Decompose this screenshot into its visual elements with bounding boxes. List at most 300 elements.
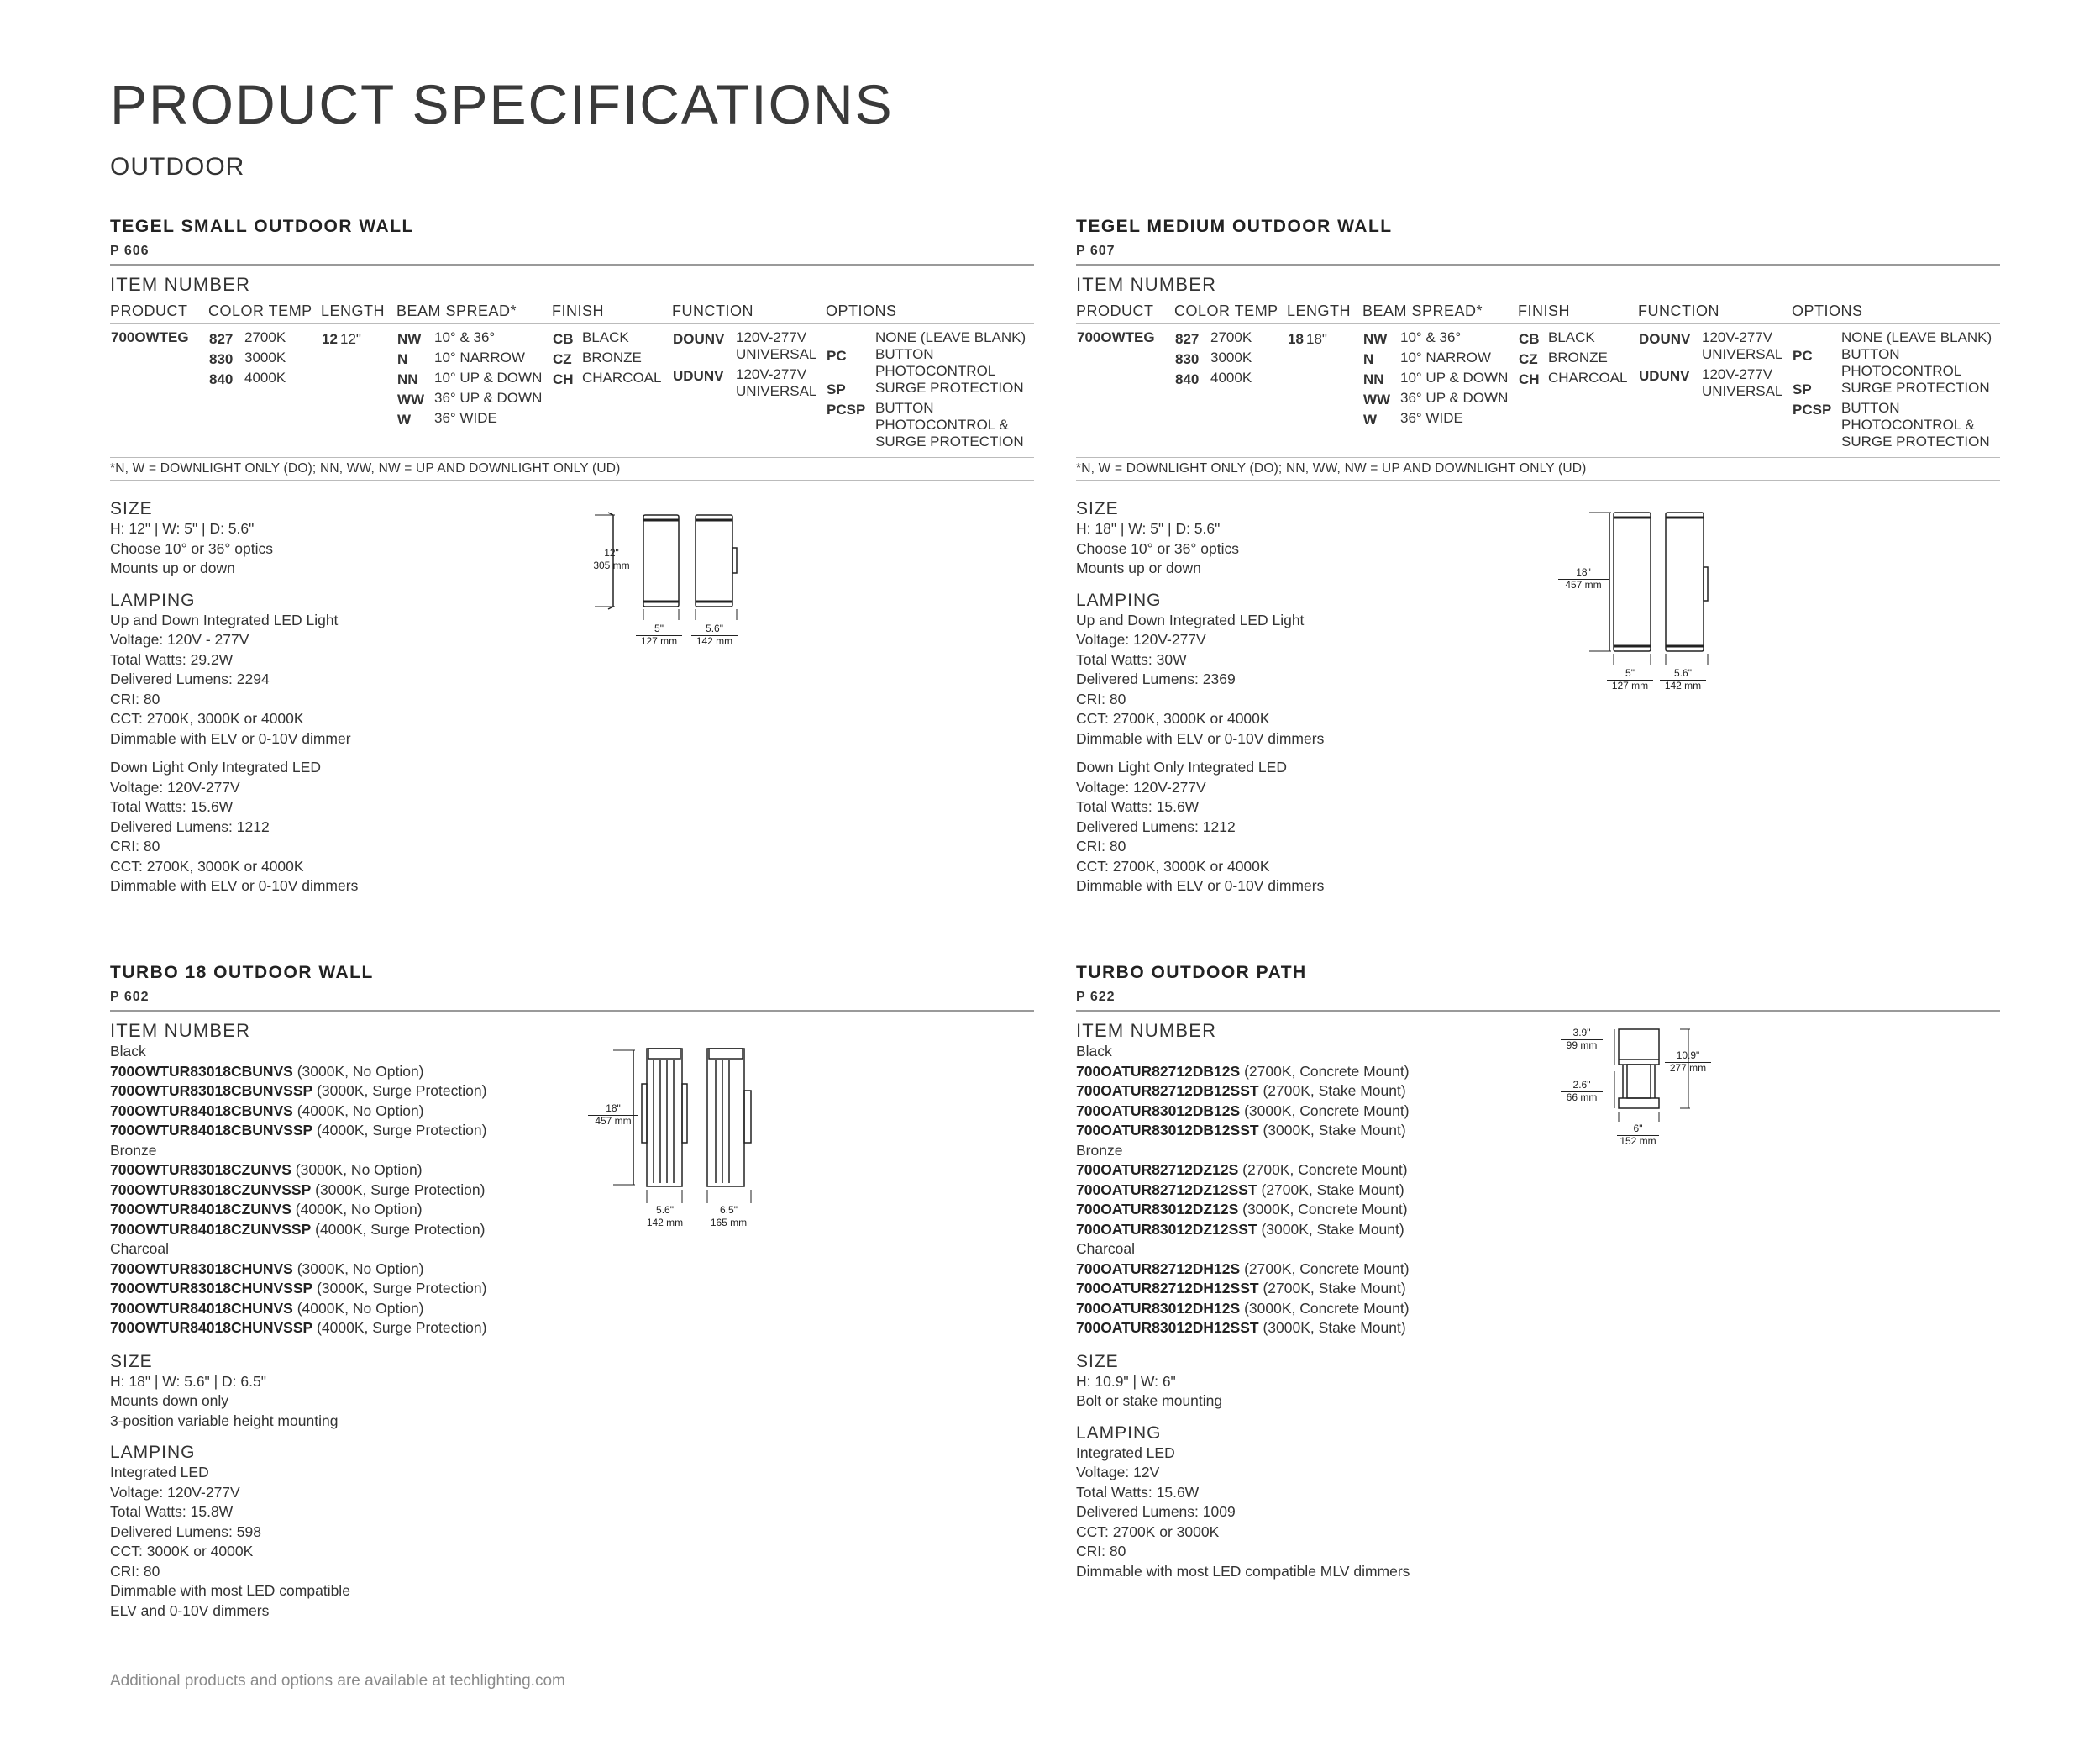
lamping-text [1076,1443,2000,1582]
spec-label: 120V-277V UNIVERSAL [736,329,817,362]
spec-list-item [1639,366,1791,400]
item-number-row [110,1180,1034,1201]
text-line: Delivered Lumens: 598 [110,1522,261,1540]
width-dimension: 5.6" 142 mm [642,1205,688,1228]
item-sku: 700OWTUR84018CZUNVSSP [110,1220,312,1238]
text-line: Voltage: 12V [1076,1464,1160,1480]
lamping-heading: LAMPING [1076,590,1162,610]
item-note: (2700K, Concrete Mount) [1244,1062,1410,1080]
item-number-row [110,1121,1034,1141]
spec-label: 10° & 36° [434,329,496,345]
size-text [110,1372,1034,1432]
spec-code: DOUNV [1639,331,1691,347]
item-number-heading: ITEM NUMBER [110,274,251,295]
section-turbo-path [1076,963,2000,1581]
spec-code: PCSP [827,402,866,418]
finish-list [1518,324,1638,456]
lamping-text-updown [110,611,580,749]
width-dimension: 6" 152 mm [1617,1123,1659,1147]
spec-list-item [1793,400,1999,450]
spec-label: 4000K [1210,370,1252,386]
text-line: CRI: 80 [110,1562,160,1580]
item-number-row [1076,1200,2000,1220]
item-number-row [110,1318,1034,1338]
item-note: (4000K, Surge Protection) [317,1122,487,1138]
size-text [1076,519,1546,579]
spec-label: CHARCOAL [582,370,662,386]
spec-code: 827 [209,331,234,347]
spec-code: CZ [1519,351,1538,367]
height-dimension: 18" 457 mm [588,1103,638,1127]
spec-code: N [397,351,408,367]
spec-list-item [827,329,1033,346]
item-number-row [110,1081,1034,1102]
text-line: CRI: 80 [1076,1543,1126,1559]
section-title: TEGEL SMALL OUTDOOR WALL [110,217,414,236]
item-sku: 700OWTUR84018CBUNVSSP [110,1122,313,1138]
spec-code: W [1363,412,1378,428]
spec-label: BLACK [582,329,629,345]
item-note: (2700K, Concrete Mount) [1242,1161,1408,1178]
text-line: Integrated LED [110,1464,209,1480]
lamping-text-updown [1076,611,1546,749]
text-line: CCT: 2700K, 3000K or 4000K [1076,710,1270,727]
text-line: ELV and 0-10V dimmers [110,1601,270,1619]
spec-list-item [827,380,1033,400]
spec-code: WW [397,392,425,408]
spec-list-item [827,400,1033,450]
item-number-row [1076,1259,2000,1280]
col-finish: FINISH [1518,301,1638,324]
text-line: Total Watts: 29.2W [110,650,234,668]
finish-group-label: Black [110,1043,146,1060]
item-note: (3000K, Surge Protection) [315,1180,486,1198]
item-sku: 700OATUR83012DZ12SST [1076,1220,1257,1238]
spec-code: 830 [1175,351,1200,367]
spec-code: N [1363,351,1374,367]
spec-list-item [1363,329,1517,350]
item-number-row [110,1200,1034,1220]
item-number-row [110,1102,1034,1122]
footnote: *N, W = DOWNLIGHT ONLY (DO); NN, WW, NW = UP AND DOWNLIGHT ONLY (UD) [1076,457,2000,481]
col-function: FUNCTION [672,301,826,324]
item-note: (3000K, No Option) [295,1161,423,1178]
size-heading: SIZE [1076,1351,1119,1371]
spec-list-item [1363,350,1517,370]
spec-label: NONE (LEAVE BLANK) [1841,329,1992,345]
col-options: OPTIONS [826,301,1034,324]
footer-note: Additional products and options are available at techlighting.com [110,1672,565,1690]
spec-label: SURGE PROTECTION [875,380,1024,396]
section-code: P 622 [1076,990,1116,1004]
function-list [1638,324,1792,456]
item-sku: 700OATUR82712DB12S [1076,1062,1241,1080]
text-line: Down Light Only Integrated LED [110,759,321,776]
text-line: Mounts up or down [1076,560,1201,576]
divider [110,1010,1034,1012]
text-line: Dimmable with most LED compatible [110,1582,350,1599]
spec-list-item [553,350,671,370]
spec-list-item [1363,410,1517,430]
beam-spread-list [1362,324,1518,456]
top-dimension: 3.9" 99 mm [1561,1028,1603,1051]
item-sku: 700OATUR82712DZ12SST [1076,1180,1257,1198]
text-line: Total Watts: 15.8W [110,1503,234,1520]
spec-list-item [553,370,671,390]
spec-list-item [397,350,551,370]
finish-group-label: Charcoal [1076,1240,1136,1257]
spec-list-item [209,329,320,350]
spec-list-item [553,329,671,350]
item-number-row [1076,1102,2000,1122]
spec-code [827,329,875,346]
spec-list-item [1363,390,1517,410]
text-line: Delivered Lumens: 2369 [1076,670,1236,687]
spec-code [1793,329,1841,346]
finish-group-label: Bronze [1076,1141,1123,1159]
item-sku: 700OWTUR83018CBUNVS [110,1062,293,1080]
text-line: CRI: 80 [1076,690,1126,707]
spec-label: 36° UP & DOWN [434,390,543,406]
divider [1076,264,2000,266]
item-sku: 700OWTUR84018CZUNVS [110,1201,291,1217]
spec-code: CH [553,371,574,387]
spec-list-item [1363,370,1517,390]
spec-label: 10° UP & DOWN [1400,370,1509,386]
item-number-heading: ITEM NUMBER [110,1020,251,1041]
item-sku: 700OWTUR83018CZUNVSSP [110,1180,312,1198]
beam-spread-list [396,324,552,456]
item-sku: 700OWTUR83018CHUNVSSP [110,1280,313,1296]
spec-code: WW [1363,392,1391,408]
spec-label: 2700K [1210,329,1252,345]
item-number-row [110,1220,1034,1240]
col-color-temp: COLOR TEMP [1174,301,1287,324]
spec-label: BLACK [1548,329,1595,345]
spec-label: 120V-277V UNIVERSAL [1702,366,1783,399]
item-note: (4000K, No Option) [297,1299,424,1317]
lamping-text-downlight [110,758,580,897]
spec-label: BUTTON PHOTOCONTROL [875,346,996,379]
product-code: 700OWTEG [1077,329,1155,345]
item-sku: 700OATUR82712DB12SST [1076,1082,1259,1099]
item-number-list [1076,1042,2000,1338]
text-line: Voltage: 120V - 277V [110,631,249,648]
item-sku: 700OATUR83012DH12SST [1076,1319,1259,1336]
spec-code: CB [553,331,574,347]
section-title: TEGEL MEDIUM OUTDOOR WALL [1076,217,1393,236]
item-note: (3000K, Concrete Mount) [1244,1299,1410,1317]
item-number-heading: ITEM NUMBER [1076,1020,1217,1041]
item-sku: 700OATUR83012DB12S [1076,1102,1241,1119]
spec-code: NW [1363,331,1388,347]
spec-label: 36° UP & DOWN [1400,390,1509,406]
text-line: Mounts down only [110,1392,229,1409]
size-heading: SIZE [110,499,153,518]
spec-list-item [1639,329,1791,363]
length-label: 12" [340,331,361,347]
text-line: Delivered Lumens: 1009 [1076,1503,1236,1520]
col-product: PRODUCT [1076,301,1174,324]
text-line: Bolt or stake mounting [1076,1392,1223,1409]
spec-label: BUTTON PHOTOCONTROL & SURGE PROTECTION [875,400,1024,450]
lamping-heading: LAMPING [110,1443,196,1462]
options-list [1792,324,2000,456]
spec-label: 10° & 36° [1400,329,1462,345]
col-options: OPTIONS [1792,301,2000,324]
product-code: 700OWTEG [111,329,189,345]
section-tegel-small [110,217,1034,897]
divider [1076,1010,2000,1012]
item-note: (3000K, Surge Protection) [317,1280,487,1296]
spec-label: BRONZE [1548,350,1608,365]
text-line: Voltage: 120V-277V [1076,778,1206,796]
text-line: Dimmable with ELV or 0-10V dimmers [1076,729,1325,747]
spec-code: CB [1519,331,1540,347]
item-sku: 700OATUR83012DZ12S [1076,1201,1239,1217]
lamping-text-downlight [1076,758,1546,897]
text-line: Up and Down Integrated LED Light [110,611,339,628]
item-number-row [110,1062,1034,1082]
item-note: (3000K, Stake Mount) [1263,1122,1406,1138]
text-line: 3-position variable height mounting [110,1412,339,1429]
item-note: (3000K, Concrete Mount) [1242,1201,1408,1217]
spec-list-item [1175,370,1286,390]
col-length: LENGTH [321,301,396,324]
height-dimension: 10.9" 277 mm [1665,1050,1711,1074]
function-list [672,324,826,456]
item-note: (3000K, Concrete Mount) [1244,1102,1410,1119]
item-number-list [110,1042,1034,1338]
col-color-temp: COLOR TEMP [208,301,321,324]
text-line: H: 12" | W: 5" | D: 5.6" [110,520,255,537]
spec-code: PCSP [1793,402,1832,418]
spec-code: CH [1519,371,1540,387]
item-sku: 700OWTUR83018CBUNVSSP [110,1082,313,1099]
col-beam-spread: BEAM SPREAD* [396,301,552,324]
color-temp-list [1174,324,1287,456]
section-code: P 606 [110,244,150,258]
item-note: (4000K, Surge Protection) [315,1220,486,1238]
size-heading: SIZE [1076,499,1119,518]
text-line: CRI: 80 [110,690,160,707]
item-number-row [110,1259,1034,1280]
spec-list-item [209,370,320,390]
spec-code: PC [827,348,847,364]
spec-label: 3000K [1210,350,1252,365]
finish-list [552,324,672,456]
item-number-row [110,1160,1034,1180]
mid-dimension: 2.6" 66 mm [1561,1080,1603,1103]
lamping-text [110,1463,1034,1621]
item-note: (3000K, Surge Protection) [317,1082,487,1099]
col-product: PRODUCT [110,301,208,324]
text-line: Delivered Lumens: 1212 [110,818,270,835]
spec-list-item [1519,350,1637,370]
text-line: Dimmable with ELV or 0-10V dimmers [110,877,359,894]
item-sku: 700OWTUR84018CBUNVS [110,1102,293,1119]
text-line: H: 18" | W: 5" | D: 5.6" [1076,520,1221,537]
spec-label: 120V-277V UNIVERSAL [736,366,817,399]
spec-list-item [1519,329,1637,350]
text-line: Total Watts: 15.6W [1076,798,1200,815]
spec-code: 827 [1175,331,1200,347]
spec-code: NW [397,331,422,347]
spec-label: 10° NARROW [434,350,525,365]
text-line: Delivered Lumens: 2294 [110,670,270,687]
item-number-row [1076,1299,2000,1319]
spec-label: 10° NARROW [1400,350,1491,365]
lamping-heading: LAMPING [1076,1422,1162,1443]
text-line: Dimmable with most LED compatible MLV dimmers [1076,1562,1410,1580]
width-dimension: 5" 127 mm [1607,668,1653,691]
spec-label: 4000K [244,370,286,386]
spec-list-item [827,346,1033,380]
item-number-row [1076,1318,2000,1338]
lamping-heading: LAMPING [110,590,196,610]
section-title: TURBO 18 OUTDOOR WALL [110,963,374,982]
spec-label: CHARCOAL [1548,370,1628,386]
item-number-row [1076,1220,2000,1240]
text-line: Voltage: 120V-277V [110,778,240,796]
spec-list-item [1793,346,1999,380]
spec-list-item [397,370,551,390]
spec-code: 830 [209,351,234,367]
text-line: Delivered Lumens: 1212 [1076,818,1236,835]
item-note: (2700K, Stake Mount) [1263,1082,1406,1099]
text-line: Total Watts: 15.6W [110,798,234,815]
text-line: CCT: 2700K or 3000K [1076,1522,1220,1540]
item-note: (4000K, No Option) [295,1201,423,1217]
spec-list-item [1519,370,1637,390]
text-line: H: 18" | W: 5.6" | D: 6.5" [110,1372,266,1390]
depth-dimension: 6.5" 165 mm [706,1205,752,1228]
item-note: (3000K, No Option) [297,1259,424,1277]
text-line: Total Watts: 30W [1076,650,1187,668]
col-length: LENGTH [1287,301,1362,324]
spec-code: UDUNV [1639,368,1690,384]
spec-list-item [673,366,825,400]
col-beam-spread: BEAM SPREAD* [1362,301,1518,324]
item-note: (3000K, Stake Mount) [1263,1319,1406,1336]
col-function: FUNCTION [1638,301,1792,324]
spec-list-item [1793,329,1999,346]
finish-group-label: Charcoal [110,1240,170,1257]
item-sku: 700OATUR82712DZ12S [1076,1161,1239,1178]
text-line: CCT: 3000K or 4000K [110,1543,254,1559]
section-turbo-18 [110,963,1034,1621]
text-line: Dimmable with ELV or 0-10V dimmers [1076,877,1325,894]
size-text [1076,1372,2000,1412]
options-list [826,324,1034,456]
item-number-row [1076,1121,2000,1141]
text-line: Dimmable with ELV or 0-10V dimmer [110,729,351,747]
section-code: P 602 [110,990,150,1004]
text-line: CCT: 2700K, 3000K or 4000K [110,710,304,727]
section-tegel-medium [1076,217,2000,897]
spec-label: BUTTON PHOTOCONTROL [1841,346,1962,379]
item-number-row [1076,1062,2000,1082]
col-finish: FINISH [552,301,672,324]
color-temp-list [208,324,321,456]
item-sku: 700OATUR83012DH12S [1076,1299,1241,1317]
text-line: Voltage: 120V-277V [110,1483,240,1501]
item-note: (2700K, Stake Mount) [1263,1280,1406,1296]
spec-code: W [397,412,412,428]
item-note: (2700K, Stake Mount) [1261,1180,1404,1198]
text-line: CRI: 80 [110,838,160,854]
item-number-row [1076,1160,2000,1180]
spec-label: BUTTON PHOTOCONTROL & SURGE PROTECTION [1841,400,1990,450]
text-line: CRI: 80 [1076,838,1126,854]
spec-label: 10° UP & DOWN [434,370,543,386]
spec-label: 2700K [244,329,286,345]
section-title: TURBO OUTDOOR PATH [1076,963,1307,982]
text-line: Down Light Only Integrated LED [1076,759,1287,776]
divider [110,264,1034,266]
text-line: Voltage: 120V-277V [1076,631,1206,648]
item-sku: 700OWTUR83018CZUNVS [110,1161,291,1178]
finish-group-label: Bronze [110,1141,157,1159]
item-sku: 700OATUR82712DH12S [1076,1259,1241,1277]
section-code: P 607 [1076,244,1116,258]
size-text [110,519,580,579]
spec-label: NONE (LEAVE BLANK) [875,329,1026,345]
length-code: 18 [1288,331,1304,347]
width-dimension: 5" 127 mm [636,623,682,647]
spec-code: PC [1793,348,1813,364]
spec-label: 3000K [244,350,286,365]
spec-code: DOUNV [673,331,725,347]
footnote: *N, W = DOWNLIGHT ONLY (DO); NN, WW, NW = UP AND DOWNLIGHT ONLY (UD) [110,457,1034,481]
item-number-row [110,1279,1034,1299]
spec-list-item [1793,380,1999,400]
text-line: Mounts up or down [110,560,235,576]
text-line: Integrated LED [1076,1443,1175,1461]
spec-code: CZ [553,351,572,367]
height-dimension: 18" 457 mm [1558,567,1609,591]
text-line: Choose 10° or 36° optics [1076,539,1239,557]
spec-label: BRONZE [582,350,642,365]
page-title: PRODUCT SPECIFICATIONS [110,73,894,135]
page-subtitle: OUTDOOR [110,153,245,181]
length-label: 18" [1306,331,1327,347]
item-sku: 700OWTUR84018CHUNVSSP [110,1319,313,1336]
item-note: (2700K, Concrete Mount) [1244,1259,1410,1277]
finish-group-label: Black [1076,1043,1112,1060]
spec-table [1076,301,2000,455]
spec-list-item [397,329,551,350]
item-number-heading: ITEM NUMBER [1076,274,1217,295]
size-heading: SIZE [110,1351,153,1371]
spec-list-item [397,410,551,430]
spec-label: 36° WIDE [1400,410,1463,426]
item-number-row [1076,1279,2000,1299]
spec-code: NN [1363,371,1384,387]
height-dimension: 12" 305 mm [586,548,637,571]
item-note: (4000K, No Option) [297,1102,424,1119]
spec-label: SURGE PROTECTION [1841,380,1990,396]
text-line: H: 10.9" | W: 6" [1076,1372,1176,1390]
spec-list-item [673,329,825,363]
text-line: Choose 10° or 36° optics [110,539,273,557]
text-line: Total Watts: 15.6W [1076,1483,1200,1501]
spec-code: NN [397,371,418,387]
spec-list-item [1175,329,1286,350]
tegel-small-fixture-icon [588,504,756,672]
item-sku: 700OWTUR84018CHUNVS [110,1299,293,1317]
depth-dimension: 5.6" 142 mm [1660,668,1706,691]
